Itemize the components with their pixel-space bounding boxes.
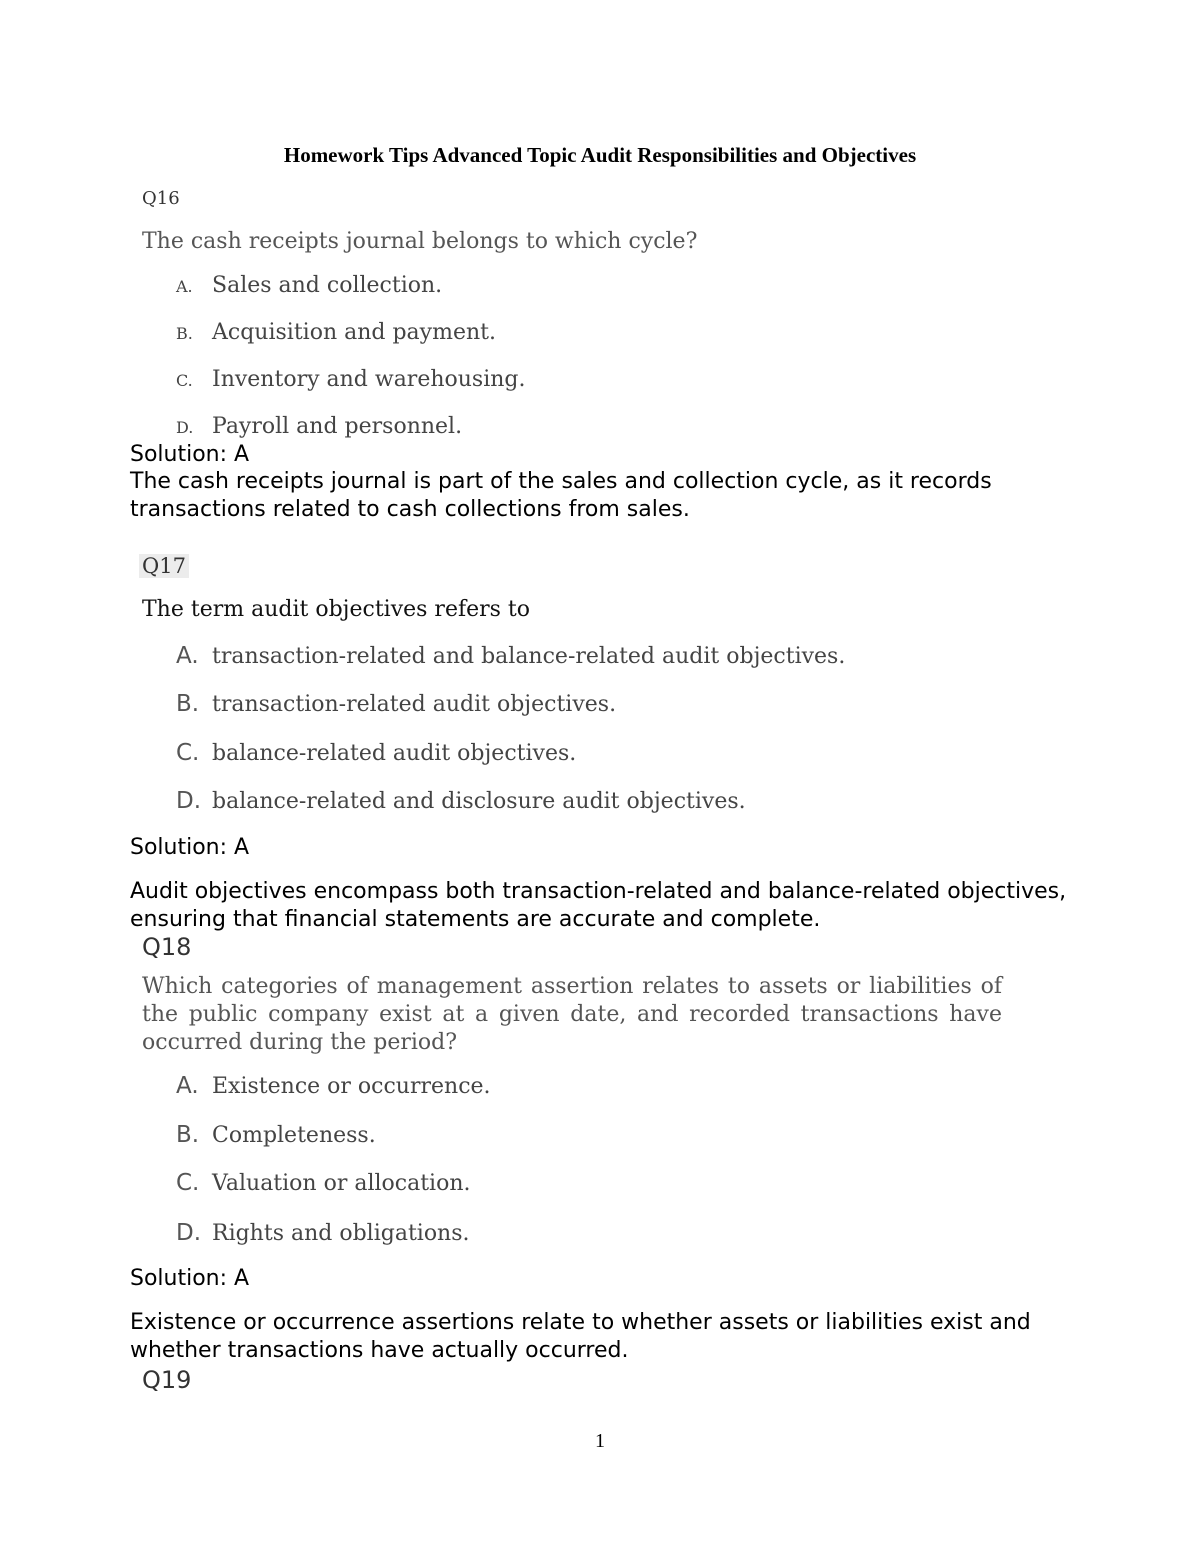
option-text: transaction-related and balance-related audit objectives.	[212, 644, 846, 669]
answer-option	[176, 1122, 376, 1148]
option-text: Inventory and warehousing.	[212, 367, 526, 392]
answer-option	[176, 273, 442, 298]
question-stem: Which categories of management assertion relates to assets or liabilities of the public company exist at a given date, and recorded transactions have occurred during the period?	[142, 974, 1002, 1055]
answer-option	[176, 1073, 491, 1099]
option-letter: D.	[176, 418, 194, 437]
option-letter: C.	[176, 1170, 200, 1196]
question-label: Q17	[139, 554, 189, 578]
option-text: balance-related and disclosure audit objectives.	[212, 789, 746, 814]
option-text: Valuation or allocation.	[212, 1171, 471, 1196]
option-text: Completeness.	[212, 1123, 376, 1148]
answer-option	[176, 367, 526, 392]
page-number: 1	[595, 1430, 605, 1452]
answer-option	[176, 1220, 470, 1246]
option-letter: D.	[176, 788, 202, 814]
solution-heading: Solution: A	[130, 1266, 250, 1291]
solution-explanation: The cash receipts journal is part of the sales and collection cycle, as it records transactions related to cash collections from sales.	[130, 469, 992, 522]
option-letter: C.	[176, 371, 193, 390]
option-text: Rights and obligations.	[212, 1221, 470, 1246]
solution-explanation: Audit objectives encompass both transaction-related and balance-related objectives, ensuring that financial statements are accurate and complete.	[130, 879, 1067, 932]
option-letter: B.	[176, 324, 193, 343]
answer-option	[176, 320, 496, 345]
solution-heading: Solution: A	[130, 835, 250, 860]
question-stem: The term audit objectives refers to	[142, 597, 531, 622]
option-letter: A.	[176, 277, 193, 296]
solution-explanation: Existence or occurrence assertions relate to whether assets or liabilities exist and whether transactions have actually occurred.	[130, 1310, 1031, 1363]
answer-option	[176, 691, 616, 717]
option-letter: B.	[176, 1122, 200, 1148]
question-label: Q19	[142, 1366, 192, 1394]
option-text: balance-related audit objectives.	[212, 741, 577, 766]
option-text: Payroll and personnel.	[212, 414, 463, 439]
option-letter: A.	[176, 1073, 199, 1099]
option-letter: D.	[176, 1220, 202, 1246]
option-text: Acquisition and payment.	[212, 320, 496, 345]
answer-option	[176, 788, 746, 814]
solution-heading: Solution: A	[130, 442, 250, 467]
option-letter: B.	[176, 691, 200, 717]
option-letter: C.	[176, 740, 200, 766]
answer-option	[176, 740, 576, 766]
question-label: Q16	[142, 188, 180, 209]
document-title: Homework Tips Advanced Topic Audit Responsibilities and Objectives	[283, 143, 917, 167]
question-stem: The cash receipts journal belongs to which cycle?	[142, 229, 698, 254]
answer-option	[176, 1170, 471, 1196]
question-label: Q18	[142, 933, 192, 961]
option-text: Existence or occurrence.	[212, 1074, 491, 1099]
answer-option	[176, 643, 845, 669]
option-letter: A.	[176, 643, 199, 669]
option-text: Sales and collection.	[212, 273, 443, 298]
option-text: transaction-related audit objectives.	[212, 692, 617, 717]
answer-option	[176, 414, 462, 439]
